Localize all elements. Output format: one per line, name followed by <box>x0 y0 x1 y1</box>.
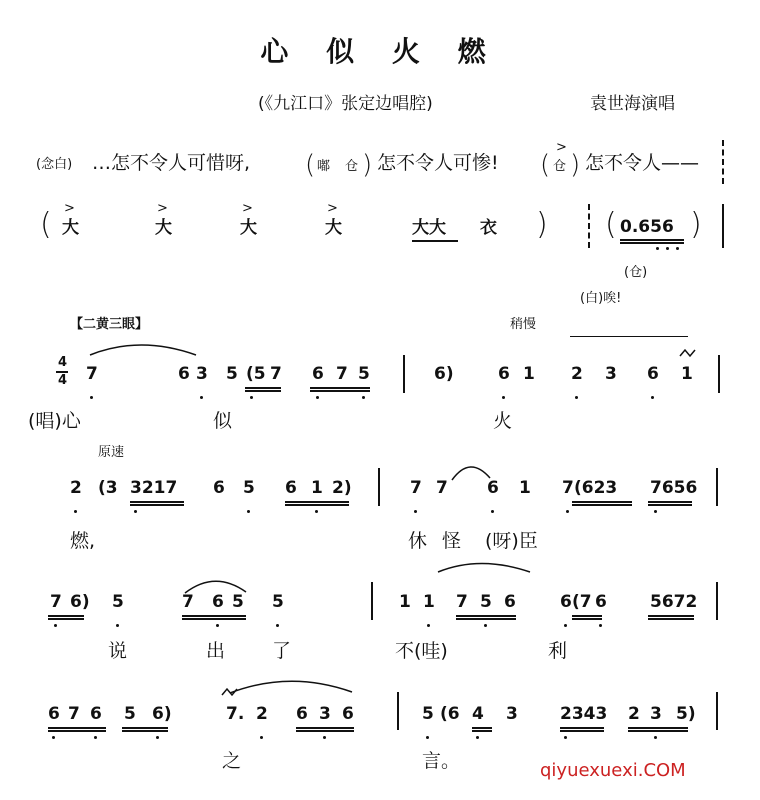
fig-paren-open: ( <box>605 207 617 242</box>
fig-paren-close: ) <box>690 207 702 242</box>
note: (7 <box>572 592 592 612</box>
octave-dot <box>216 624 219 627</box>
note: 7 <box>336 364 348 384</box>
octave-dot <box>654 736 657 739</box>
octave-dot <box>564 736 567 739</box>
fig-notes: 0.656 <box>620 217 674 237</box>
recite-tag: (念白) <box>36 157 73 172</box>
octave-dot <box>134 510 137 513</box>
note: 5 <box>422 704 434 724</box>
note: 6 <box>213 478 225 498</box>
note: 2 <box>628 704 640 724</box>
note: 1 <box>519 478 531 498</box>
beam-underline <box>628 730 688 732</box>
note: 6 <box>504 592 516 612</box>
beam-underline <box>296 730 354 732</box>
beam-underline <box>245 387 281 389</box>
note: 7. <box>226 704 245 724</box>
octave-dot <box>116 624 119 627</box>
bracket-a: 嘟 <box>317 159 331 174</box>
cang-label: (仓) <box>624 265 648 280</box>
beam-underline <box>472 730 492 732</box>
octave-dot <box>654 510 657 513</box>
lyric: (唱)心 <box>28 410 81 432</box>
accent-mark: > <box>64 201 75 216</box>
note: 6 <box>647 364 659 384</box>
time-sig-bottom: 4 <box>58 373 68 388</box>
note: 6 <box>487 478 499 498</box>
beam-underline <box>285 504 349 506</box>
octave-dot <box>247 510 250 513</box>
note: 7656 <box>650 478 698 498</box>
beam-underline <box>182 615 246 617</box>
octave-dot <box>90 396 93 399</box>
beam-underline <box>245 390 281 392</box>
bracket-a-small: 仓 <box>345 159 359 174</box>
note: (623 <box>574 478 618 498</box>
beam-underline <box>648 504 692 506</box>
lyric: 利 <box>548 640 568 662</box>
lyric: 不(哇) <box>395 640 448 662</box>
beam-underline <box>296 727 354 729</box>
beam-underline <box>648 618 694 620</box>
note: 6 <box>212 592 224 612</box>
octave-dot <box>260 736 263 739</box>
note: 1 <box>523 364 535 384</box>
beam-underline <box>456 615 516 617</box>
section-label: 【二黄三眼】 <box>70 317 149 332</box>
lyric: 火 <box>493 410 513 432</box>
lyric: 燃, <box>70 530 96 552</box>
octave-dot <box>566 510 569 513</box>
beam-underline <box>285 501 349 503</box>
page-title: 心 似 火 燃 <box>260 35 500 68</box>
octave-dot <box>484 624 487 627</box>
note: 2343 <box>560 704 608 724</box>
note: 7 <box>182 592 194 612</box>
subtitle: (《九江口》张定边唱腔) <box>258 94 433 114</box>
octave-dot <box>476 736 479 739</box>
octave-dot <box>651 396 654 399</box>
note: 6 <box>342 704 354 724</box>
percussion-beat: 大 <box>325 218 342 238</box>
note: (5 <box>246 364 266 384</box>
note: 6 <box>595 592 607 612</box>
note: 7 <box>270 364 282 384</box>
octave-dot <box>276 624 279 627</box>
note: 6) <box>434 364 454 384</box>
note: 6 <box>90 704 102 724</box>
beam-underline <box>572 615 602 617</box>
beam-underline <box>48 727 106 729</box>
note: 2 <box>256 704 268 724</box>
octave-dot <box>323 736 326 739</box>
percussion-beat: 大 <box>240 218 257 238</box>
note: 3 <box>605 364 617 384</box>
lyric: 怪 <box>442 530 462 552</box>
octave-dot <box>414 510 417 513</box>
beam-underline <box>648 615 694 617</box>
beam-underline <box>648 501 692 503</box>
beam-underline <box>48 618 84 620</box>
lyric: 之 <box>222 750 242 772</box>
paren-close-b: ) <box>570 150 581 180</box>
note: 7 <box>410 478 422 498</box>
note: 5 <box>272 592 284 612</box>
performer: 袁世海演唱 <box>590 94 675 114</box>
recite-text-2: 怎不令人可惨! <box>377 152 499 174</box>
note: (3 <box>98 478 118 498</box>
beam-underline <box>456 618 516 620</box>
beam-underline <box>310 387 370 389</box>
note: 6 <box>285 478 297 498</box>
octave-dot <box>491 510 494 513</box>
beam-underline <box>122 730 168 732</box>
beam-underline <box>48 615 84 617</box>
note: 1 <box>681 364 693 384</box>
beam-underline <box>560 727 604 729</box>
note: 6 <box>296 704 308 724</box>
octave-dot <box>74 510 77 513</box>
beam-underline <box>572 501 632 503</box>
lyric: 说 <box>108 640 128 662</box>
note: 3 <box>650 704 662 724</box>
beam-underline <box>130 504 184 506</box>
note: 5) <box>676 704 696 724</box>
percussion-beat: 大 <box>155 218 172 238</box>
note: 6 <box>560 592 572 612</box>
octave-dot <box>54 624 57 627</box>
tempo-original: 原速 <box>98 445 125 460</box>
note: 6 <box>498 364 510 384</box>
note: 7 <box>436 478 448 498</box>
note: 5 <box>243 478 255 498</box>
octave-dot <box>575 396 578 399</box>
note: 6 <box>312 364 324 384</box>
note: 1 <box>311 478 323 498</box>
beam-underline <box>560 730 604 732</box>
paren-open-a: ( <box>305 150 316 180</box>
beam-underline <box>572 618 602 620</box>
note: 3 <box>196 364 208 384</box>
octave-dot <box>502 396 505 399</box>
beam-underline <box>122 727 168 729</box>
note: 5 <box>226 364 238 384</box>
octave-dot <box>362 396 365 399</box>
recite-text-1: …怎不令人可惜呀, <box>92 152 251 174</box>
bai-label: (白)唉! <box>580 291 622 306</box>
lyric: 出 <box>206 640 226 662</box>
note: 7 <box>86 364 98 384</box>
octave-dot <box>94 736 97 739</box>
note: 7 <box>562 478 574 498</box>
note: 2) <box>332 478 352 498</box>
note: 5 <box>124 704 136 724</box>
octave-dot <box>564 624 567 627</box>
accent-mark: > <box>157 201 168 216</box>
note: 3 <box>506 704 518 724</box>
paren-open-b: ( <box>540 150 551 180</box>
beam-underline <box>130 501 184 503</box>
lyric: 休 <box>408 530 428 552</box>
tempo-slightly-slow: 稍慢 <box>510 317 537 332</box>
note: 3 <box>319 704 331 724</box>
time-sig-top: 4 <box>58 355 68 370</box>
recite-text-3: 怎不令人—— <box>585 152 700 174</box>
note: 6 <box>48 704 60 724</box>
beam-underline <box>182 618 246 620</box>
octave-dot <box>599 624 602 627</box>
beam-underline <box>628 727 688 729</box>
lyric: (呀)臣 <box>485 530 538 552</box>
accent-mark: > <box>327 201 338 216</box>
note: 1 <box>399 592 411 612</box>
note: (6 <box>440 704 460 724</box>
octave-dot <box>156 736 159 739</box>
beam-underline <box>310 390 370 392</box>
perc-paren-close: ) <box>536 207 548 242</box>
lyric: 了 <box>272 640 292 662</box>
percussion-beat: 大大 <box>412 218 446 238</box>
accent-mark: > <box>242 201 253 216</box>
note: 5 <box>480 592 492 612</box>
octave-dot <box>426 736 429 739</box>
note: 2 <box>70 478 82 498</box>
octave-dot <box>316 396 319 399</box>
percussion-beat: 大 <box>62 218 79 238</box>
note: 6) <box>152 704 172 724</box>
note: 7 <box>50 592 62 612</box>
beam-underline <box>572 504 632 506</box>
note: 3217 <box>130 478 178 498</box>
octave-dot <box>250 396 253 399</box>
bracket-b: 仓 <box>553 159 567 174</box>
note: 5 <box>232 592 244 612</box>
note: 6) <box>70 592 90 612</box>
note: 5 <box>358 364 370 384</box>
octave-dot <box>200 396 203 399</box>
octave-dot <box>52 736 55 739</box>
beam-underline <box>48 730 106 732</box>
watermark: qiyuexuexi.COM <box>540 760 686 781</box>
note: 6 <box>178 364 190 384</box>
beam-underline <box>472 727 492 729</box>
lyric: 言。 <box>422 750 461 772</box>
note: 2 <box>571 364 583 384</box>
note: 4 <box>472 704 484 724</box>
note: 1 <box>423 592 435 612</box>
octave-dot <box>315 510 318 513</box>
paren-close-a: ) <box>362 150 373 180</box>
percussion-beat: 衣 <box>480 218 497 238</box>
note: 7 <box>456 592 468 612</box>
accent-mark: > <box>556 140 567 155</box>
lyric: 似 <box>213 410 233 432</box>
note: 5672 <box>650 592 698 612</box>
perc-paren-open: ( <box>40 207 52 242</box>
octave-dot <box>427 624 430 627</box>
note: 5 <box>112 592 124 612</box>
note: 7 <box>68 704 80 724</box>
